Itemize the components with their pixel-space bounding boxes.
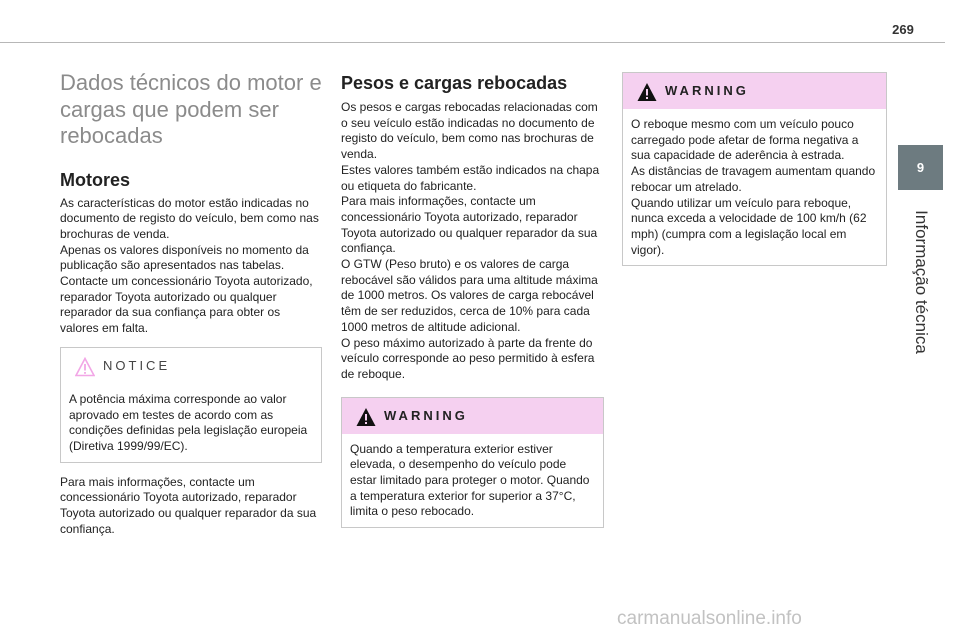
header-divider <box>0 42 945 43</box>
engine-paragraph: Contacte um concessionário Toyota autorizado, reparador Toyota autorizado ou qualquer reparador da sua confiança para obter os valores em falta. <box>60 274 313 336</box>
warning-body <box>623 109 886 265</box>
notice-box <box>60 347 322 463</box>
page-number: 269 <box>892 22 914 37</box>
warning-paragraph: As distâncias de travagem aumentam quando rebocar um atrelado. <box>631 164 876 194</box>
section-title: Dados técnicos do motor e cargas que podem ser rebocadas <box>60 70 322 148</box>
notice-title: NOTICE <box>103 357 171 373</box>
warning-title: WARNING <box>384 407 468 423</box>
column-warning <box>622 72 887 266</box>
warning-text: Quando a temperatura exterior estiver elevada, o desempenho do veículo pode estar limitado para proteger o motor. Quando a temperatura exterior for superior a 37°C, limita o peso rebocado. <box>350 441 590 519</box>
weights-heading: Pesos e cargas rebocadas <box>341 73 568 93</box>
weights-paragraph: Os pesos e cargas rebocadas relacionadas com o seu veículo estão indicadas no documento de registo do veículo, bem como nas brochuras de venda. <box>341 100 598 162</box>
warning-box <box>341 397 604 529</box>
column-weights <box>341 72 604 528</box>
engines-heading: Motores <box>60 169 131 190</box>
notice-header <box>61 348 321 384</box>
chapter-tab[interactable]: 9 <box>898 145 943 190</box>
chapter-label: Informação técnica <box>912 210 931 354</box>
warning-box <box>622 72 887 266</box>
weights-paragraph: O peso máximo autorizado à parte da frente do veículo corresponde ao peso permitido à esfera de reboque. <box>341 335 595 381</box>
warning-triangle-icon <box>356 407 376 427</box>
engine-paragraph: Apenas os valores disponíveis no momento da publicação são apresentados nas tabelas. <box>60 242 309 273</box>
weights-paragraph: Para mais informações, contacte um concessionário Toyota autorizado, reparador Toyota autorizado ou qualquer reparador da sua confiança. <box>341 194 598 256</box>
column-engine <box>60 70 322 537</box>
warning-paragraph: Quando utilizar um veículo para reboque, nunca exceda a velocidade de 100 km/h (62 mph) (cumpra com a legislação local em vigor). <box>631 195 867 257</box>
warning-header <box>342 398 603 434</box>
warning-triangle-icon <box>637 82 657 102</box>
warning-header <box>623 73 886 109</box>
weights-paragraph: Estes valores também estão indicados na chapa ou etiqueta do fabricante. <box>341 162 600 193</box>
notice-text: A potência máxima corresponde ao valor aprovado em testes de acordo com as condições definidas pela legislação europeia (Diretiva 1999/99/EC). <box>69 391 308 453</box>
weights-paragraph: O GTW (Peso bruto) e os valores de carga rebocável são válidos para uma altitude máxima de 1000 metros. Os valores de carga rebocável têm de ser reduzidos, cerca de 10% para cada 1000 metros de altitude adicional. <box>341 257 598 334</box>
watermark: carmanualsonline.info <box>617 608 802 629</box>
warning-title: WARNING <box>665 83 749 98</box>
warning-paragraph: O reboque mesmo com um veículo pouco carregado pode afetar de forma negativa a sua capacidade de aderência à estrada. <box>631 117 859 163</box>
notice-triangle-icon <box>75 357 95 377</box>
engine-paragraph: Para mais informações, contacte um concessionário Toyota autorizado, reparador Toyota autorizado ou qualquer reparador da sua confiança. <box>60 474 317 536</box>
engine-paragraph: As características do motor estão indicadas no documento de registo do veículo, bem como nas brochuras de venda. <box>60 195 319 241</box>
